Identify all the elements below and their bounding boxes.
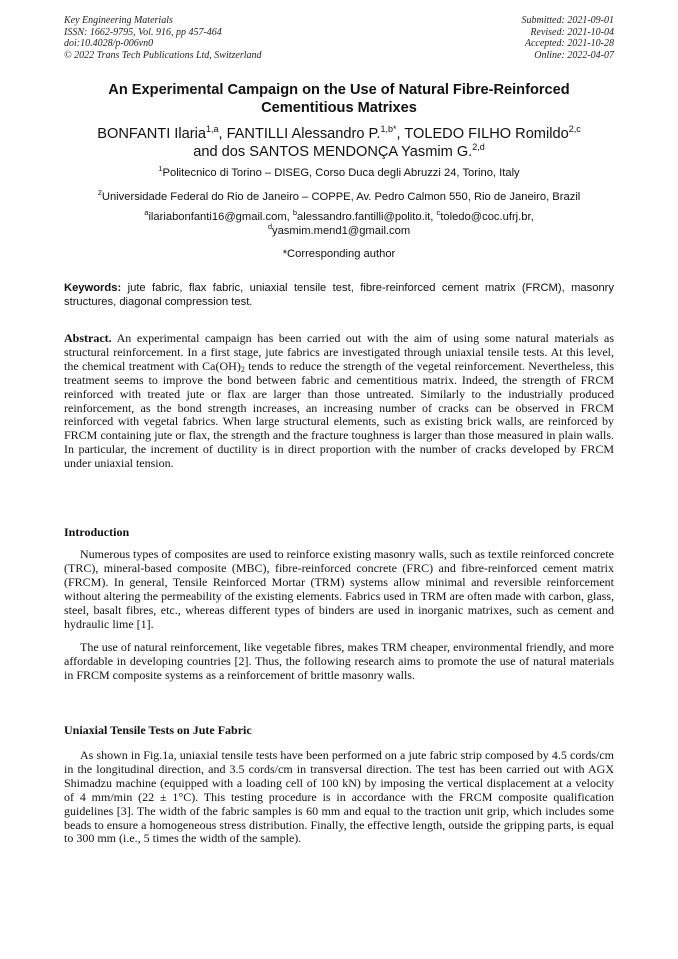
- section-heading-introduction: Introduction: [64, 525, 130, 539]
- author-list: [50, 125, 628, 161]
- introduction-paragraph-2: The use of natural reinforcement, like vegetable fibres, makes TRM cheaper, environmental friendly, and more affordable in developing countries [2]. Thus, the following research aims to promote the use of natural materials in FRCM composite systems as a reinforcement of brittle masonry walls.: [64, 640, 614, 682]
- email-mark: b: [292, 208, 298, 217]
- emails-line-2: [50, 221, 628, 239]
- email-address: ilariabonfanti16@gmail.com: [148, 211, 287, 223]
- author-affiliation-mark: 1,a: [205, 124, 219, 134]
- author-affiliation-mark: 2,d: [472, 142, 485, 152]
- keywords-text: jute fabric, flax fabric, uniaxial tensile test, fibre-reinforced cement matrix (FRCM), masonry structures, diagonal compression test.: [64, 282, 614, 308]
- corresponding-author-note: *Corresponding author: [282, 248, 396, 260]
- authors-line-2: [50, 143, 628, 161]
- email-mark: d: [267, 221, 272, 231]
- journal-doi: doi:10.4028/p-006vn0: [64, 38, 154, 49]
- journal-copyright: © 2022 Trans Tech Publications Ltd, Switzerland: [64, 49, 262, 61]
- author-name: BONFANTI Ilaria: [97, 126, 206, 142]
- paper-title: [60, 82, 618, 117]
- author-emails: [50, 208, 628, 238]
- uniaxial-paragraph-1: As shown in Fig.1a, uniaxial tensile tests have been performed on a jute fabric strip composed by 4.5 cords/cm in the longitudinal direction, and 3.5 cords/cm in transversal direction. The test has been carried out with AGX Shimadzu machine (equipped with a loading cell of 100 kN) by imposing the vertical displacement at a velocity of 4 mm/min (22 ± 1°C). This testing procedure is in accordance with the FRCM composite qualification guidelines [3]. The width of the fabric samples is 60 mm and equal to the traction unit grip, which includes some beads to ensure a homogeneous stress distribution. Finally, the effective length, outside the gripping parts, is equal to 300 mm (i.e., 5 times the width of the sample).: [64, 748, 614, 846]
- emails-line-1: $^a$ilariabonfanti16@gmail.com, $^b$alessandro.fantilli@polito.it, $^c$toledo@coc.ufrj.br,: [144, 208, 534, 223]
- section-heading-uniaxial-tensile-tests: Uniaxial Tensile Tests on Jute Fabric: [64, 723, 252, 737]
- journal-issn: ISSN: 1662-9795, Vol. 916, pp 457-464: [64, 26, 222, 38]
- introduction-paragraph-1: Numerous types of composites are used to reinforce existing masonry walls, such as textile reinforced concrete (TRC), mineral-based composite (MBC), fibre-reinforced concrete (FRC) and fibre-reinforced cement matrix (FRCM). In general, Tensile Reinforced Mortar (TRM) systems allow minimal and reversible reinforcement without altering the permeability of the existing elements. Fabrics used in TRM are often made with carbon, glass, steel, basalt fibres, etc., whereas different types of binders are used in inorganic matrixes, such as cement and hydraulic lime [1].: [64, 547, 614, 631]
- email-address: alessandro.fantilli@polito.it: [297, 211, 431, 223]
- date-revised: Revised: 2021-10-04: [530, 26, 614, 38]
- email-address: yasmim.mend1@gmail.com: [271, 224, 411, 237]
- keywords-block: [64, 282, 614, 309]
- journal-name: Key Engineering Materials: [64, 15, 173, 26]
- author-name: TOLEDO FILHO Romildo: [404, 126, 569, 142]
- author-affiliation-mark: 1,b*: [380, 124, 397, 134]
- author-affiliation-mark: 2,c: [568, 124, 581, 134]
- date-accepted: Accepted: 2021-10-28: [524, 38, 614, 49]
- affiliation-text: Universidade Federal do Rio de Janeiro – COPPE, Av. Pedro Calmon 550, Rio de Janeiro, Brazil: [101, 191, 581, 203]
- publication-dates: [522, 15, 615, 61]
- title-line-1: An Experimental Campaign on the Use of Natural Fibre-Reinforced: [108, 82, 570, 98]
- formula-subscript: 2: [240, 364, 245, 374]
- email-address: toledo@coc.ufrj.br,: [440, 211, 534, 223]
- author-name: and dos SANTOS MENDONÇA Yasmim G.: [193, 144, 473, 160]
- keywords-label: Keywords:: [64, 282, 122, 294]
- abstract-text: An experimental campaign has been carried out with the aim of using some natural materials as structural reinforcement. In a first stage, jute fabrics are investigated through uniaxial tensile tests. At this level, the chemical treatment with Ca(OH): [64, 331, 614, 373]
- author-name: FANTILLI Alessandro P.: [226, 126, 381, 142]
- authors-line-1: BONFANTI Ilaria$^{1,a}$, FANTILLI Alessandro P.$^{1,b*}$, TOLEDO FILHO Romildo$^{2,c}$: [97, 124, 581, 142]
- journal-info: [64, 15, 262, 61]
- abstract-block: [64, 332, 614, 471]
- abstract-label: Abstract.: [64, 331, 112, 345]
- affiliation-mark: 1: [158, 164, 163, 173]
- affiliation-mark: 2: [97, 188, 102, 197]
- date-submitted: Submitted: 2021-09-01: [521, 15, 614, 26]
- affiliation-text: Politecnico di Torino – DISEG, Corso Duca degli Abruzzi 24, Torino, Italy: [162, 167, 520, 179]
- abstract-text: tends to reduce the strength of the vegetal reinforcement. Nevertheless, this treatment seems to improve the bond between fabric and cementitious matrix. Indeed, the strength of FRCM reinforced with treated jute or flax are larger than those untreated. Similarly to the industrially produced reinforcement, as the bond strength increases, an increasing number of cracks can be observed in FRCM reinforced with vegetal fabrics. When large structural elements, such as existing brick walls, are reinforced by FRCM containing jute or flax, the strength and the fracture toughness is larger than those measured in plain walls. In particular, the increment of ductility is in direct proportion with the number of cracks developed by FRCM under uniaxial tension.: [64, 358, 614, 471]
- affiliation-2: [50, 188, 628, 205]
- title-line-2: Cementitious Matrixes: [261, 99, 417, 116]
- affiliation-1: [50, 164, 628, 181]
- date-online: Online: 2022-04-07: [534, 49, 614, 61]
- email-mark: a: [144, 208, 149, 217]
- email-mark: c: [436, 208, 441, 217]
